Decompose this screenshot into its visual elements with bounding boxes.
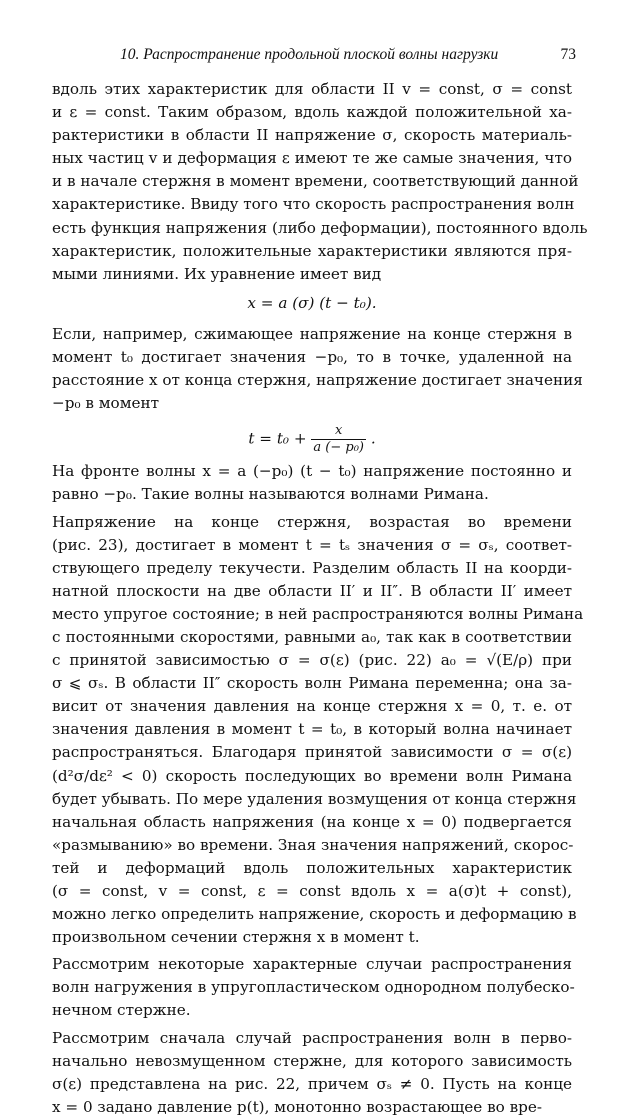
text-line: (рис. 23), достигает в момент t = tₛ значения σ = σₛ, соответ- bbox=[52, 535, 572, 554]
text-line: (σ = const, v = const, ε = const вдоль x = a(σ)t + const), bbox=[52, 882, 572, 900]
text-line: Напряжение на конце стержня, возрастая во времени bbox=[52, 512, 572, 531]
text-line: и ε = const. Таким образом, вдоль каждой положительной ха- bbox=[52, 103, 572, 122]
text-line: мыми линиями. Их уравнение имеет вид bbox=[52, 264, 382, 283]
body-text bbox=[52, 78, 588, 1119]
text-line: Рассмотрим сначала случай распространения волн в перво- bbox=[52, 1028, 572, 1047]
text-line: можно легко определить напряжение, скорость и деформацию в bbox=[52, 905, 577, 924]
text-line: характеристике. Ввиду того что скорость распространения волн bbox=[52, 195, 575, 214]
equation-end: . bbox=[366, 429, 376, 448]
text-line: тей и деформаций вдоль положительных характеристик bbox=[52, 858, 572, 877]
running-header bbox=[120, 44, 576, 66]
text-line: момент t₀ достигает значения −p₀, то в точке, удаленной на bbox=[52, 348, 572, 367]
text-line: ных частиц v и деформация ε имеют те же самые значения, что bbox=[52, 149, 572, 168]
text-line: распространяться. Благодаря принятой зависимости σ = σ(ε) bbox=[52, 743, 572, 762]
text-line: σ ⩽ σₛ. В области II″ скорость волн Римана переменна; она за- bbox=[52, 674, 572, 693]
text-line: волн нагружения в упругопластическом однородном полубеско- bbox=[52, 978, 575, 997]
text-line: рактеристики в области II напряжение σ, скорость материаль- bbox=[52, 126, 572, 145]
text-line: будет убывать. По мере удаления возмущения от конца стержня bbox=[52, 789, 577, 808]
paragraph bbox=[52, 460, 572, 506]
text-line: −p₀ в момент bbox=[52, 394, 160, 413]
text-line: расстояние x от конца стержня, напряжение достигает значения bbox=[52, 371, 583, 390]
text-line: равно −p₀. Такие волны называются волнами Римана. bbox=[52, 485, 489, 504]
page-number: 73 bbox=[560, 46, 576, 63]
text-line: нечном стержне. bbox=[52, 1001, 191, 1020]
text-line: есть функция напряжения (либо деформации), постоянного вдоль bbox=[52, 218, 588, 237]
paragraph bbox=[52, 78, 588, 286]
text-line: начально невозмущенном стержне, для которого зависимость bbox=[52, 1051, 572, 1070]
paragraph bbox=[52, 323, 583, 415]
text-line: Если, например, сжимающее напряжение на конце стержня в bbox=[52, 324, 572, 343]
fraction bbox=[311, 423, 366, 456]
display-equation-fraction bbox=[52, 423, 572, 456]
paragraph bbox=[52, 511, 584, 950]
text-line: значения давления в момент t = t₀, в который волна начинает bbox=[52, 720, 572, 739]
text-line: σ(ε) представлена на рис. 22, причем σₛ ≠ 0. Пусть на конце bbox=[52, 1074, 572, 1093]
running-header-title: 10. Распространение продольной плоской волны нагрузки bbox=[120, 46, 499, 63]
text-line: «размыванию» во времени. Зная значения напряжений, скорос- bbox=[52, 835, 574, 854]
text-line: x = 0 задано давление p(t), монотонно возрастающее во вре- bbox=[52, 1097, 543, 1116]
text-line: (d²σ/dε² < 0) скорость последующих во времени волн Римана bbox=[52, 766, 572, 785]
text-line: Рассмотрим некоторые характерные случаи распространения bbox=[52, 955, 572, 974]
text-line: натной плоскости на две области II′ и II″. В области II′ имеет bbox=[52, 581, 572, 600]
text-line: место упругое состояние; в ней распространяются волны Римана bbox=[52, 604, 584, 623]
text-line: ствующего пределу текучести. Разделим область II на коорди- bbox=[52, 558, 572, 577]
text-line: и в начале стержня в момент времени, соответствующий данной bbox=[52, 172, 579, 191]
paragraph bbox=[52, 953, 575, 1022]
text-line: произвольном сечении стержня x в момент t. bbox=[52, 928, 420, 947]
text-line: висит от значения давления на конце стержня x = 0, т. е. от bbox=[52, 697, 572, 716]
paragraph bbox=[52, 1027, 572, 1119]
fraction-denominator: a (− p₀) bbox=[313, 440, 364, 456]
text-line: вдоль этих характеристик для области II v = const, σ = const bbox=[52, 80, 572, 98]
fraction-numerator: x bbox=[311, 423, 366, 440]
text-line: На фронте волны x = a (−p₀) (t − t₀) напряжение постоянно и bbox=[52, 462, 572, 481]
text-line: с принятой зависимостью σ = σ(ε) (рис. 22) a₀ = √(E/ρ) при bbox=[52, 651, 572, 670]
text-line: начальная область напряжения (на конце x = 0) подвергается bbox=[52, 812, 572, 831]
equation-lhs: t = t₀ + bbox=[248, 429, 312, 448]
text-line: характеристик, положительные характеристики являются пря- bbox=[52, 241, 572, 260]
display-equation: x = a (σ) (t − t₀). bbox=[247, 293, 377, 312]
text-line: с постоянными скоростями, равными a₀, так как в соответствии bbox=[52, 627, 572, 646]
